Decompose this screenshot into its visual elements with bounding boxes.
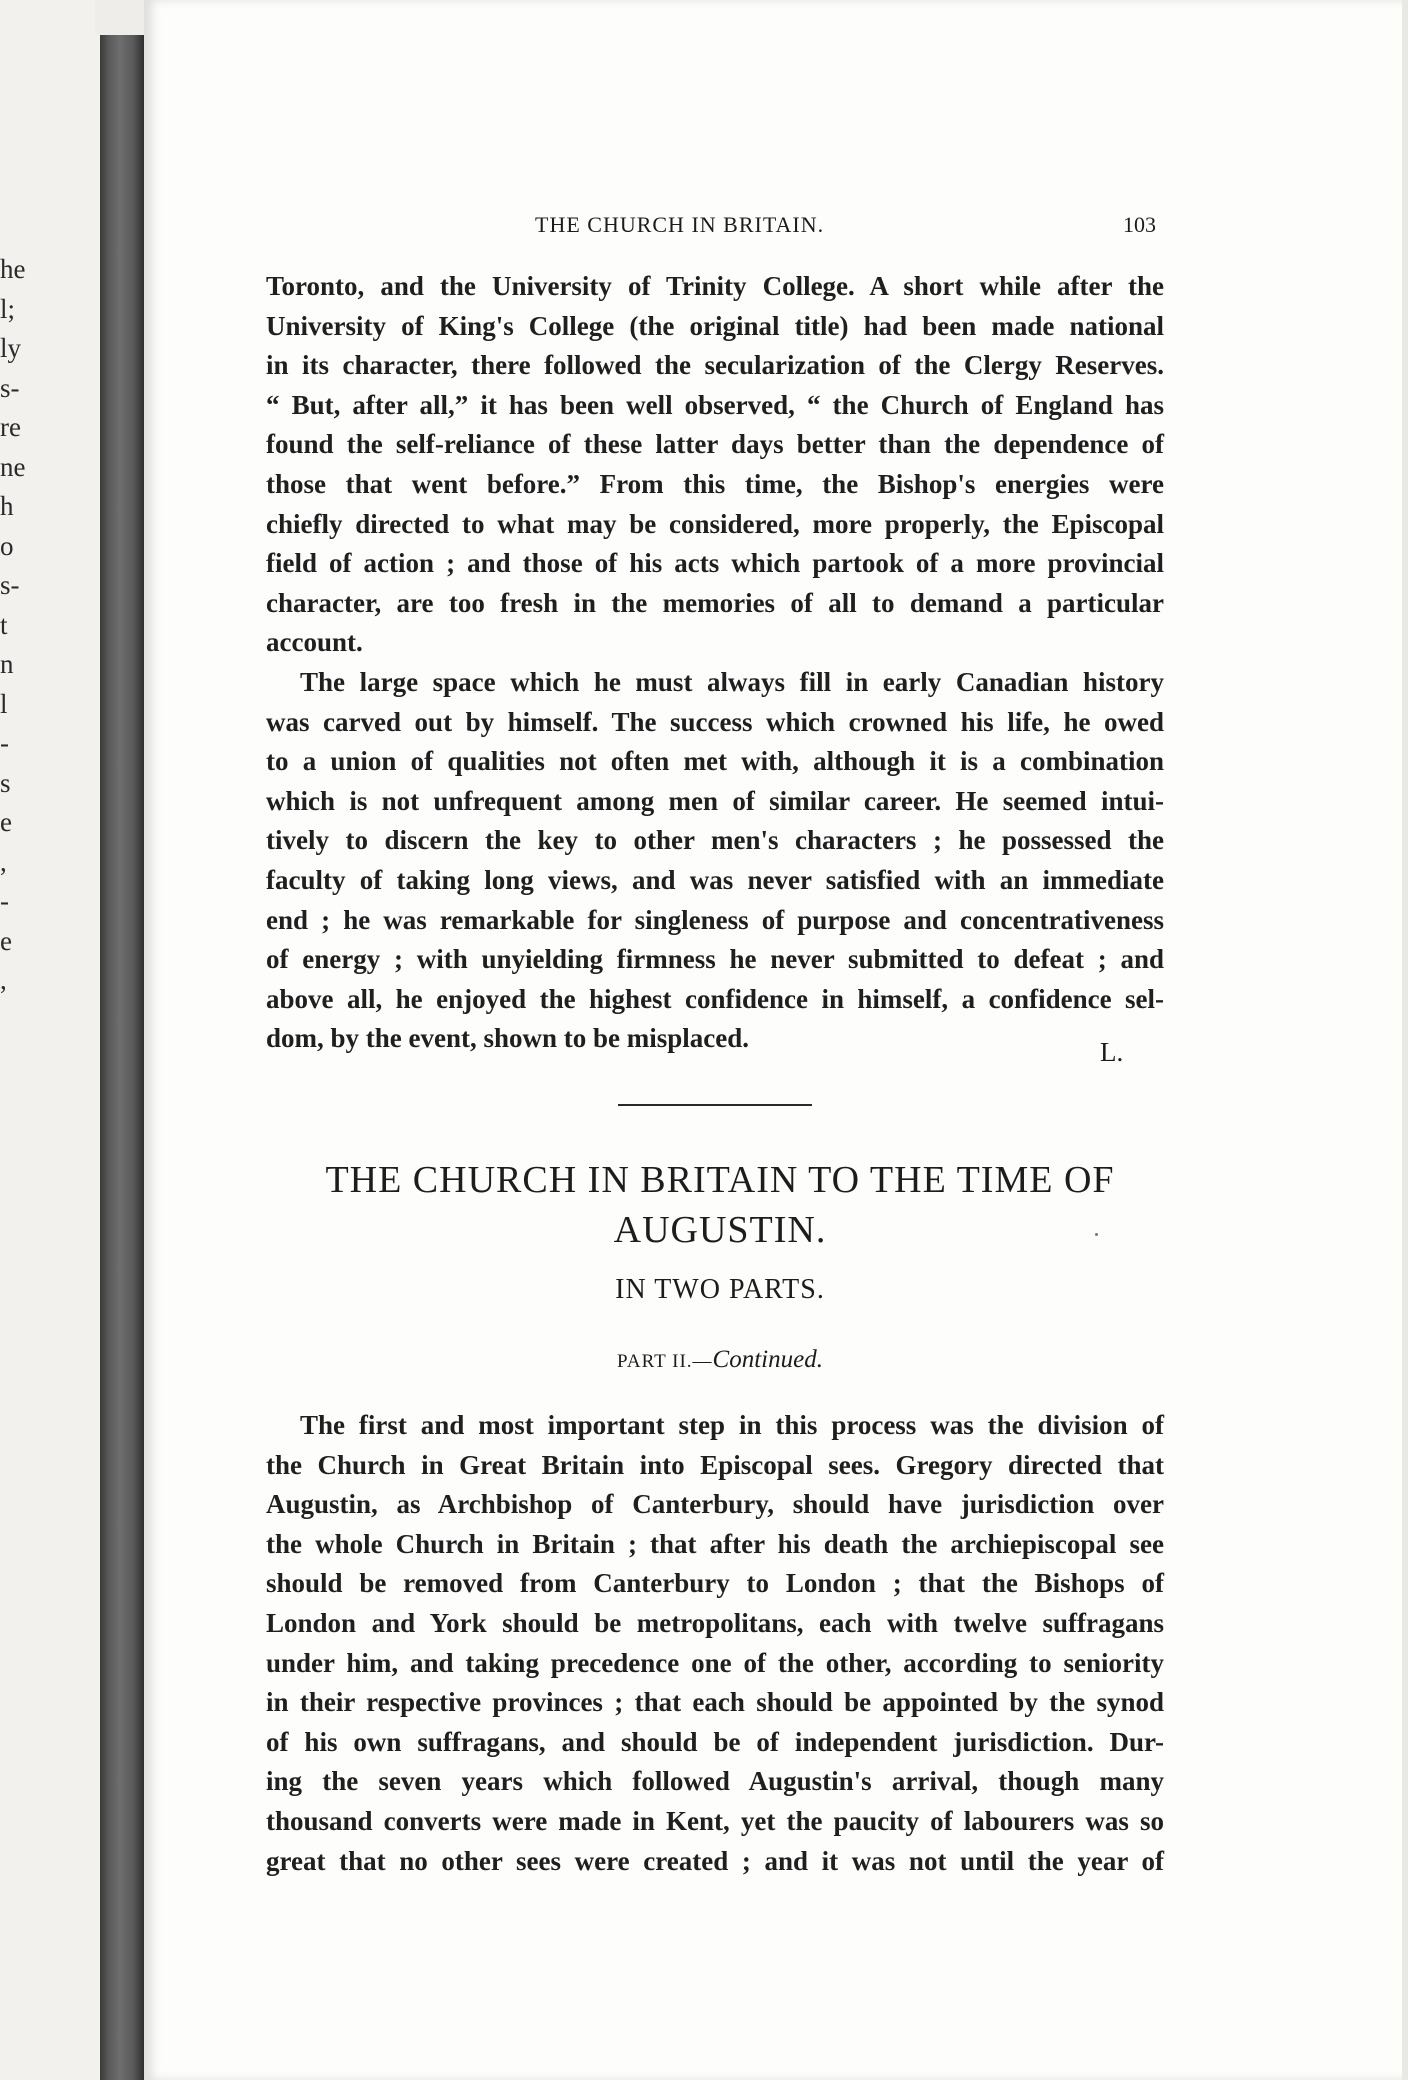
text-line: chiefly directed to what may be considered, more properly, the Episcopal — [266, 508, 1164, 539]
left-fragment: t — [0, 609, 8, 640]
part-label: PART II.— — [617, 1351, 713, 1372]
text-line: The first and most important step in this process was the division of — [300, 1410, 1164, 1440]
left-fragment: he — [0, 254, 26, 284]
text-line: of energy ; with unyielding firmness he never submitted to defeat ; and — [266, 944, 1164, 975]
left-fragment: - — [0, 886, 9, 916]
text-line: found the self-reliance of these latter days better than the dependence of — [266, 429, 1164, 460]
page-edge — [1402, 0, 1408, 2080]
page-number: 103 — [1123, 212, 1156, 237]
left-page-text-fragments — [0, 250, 60, 1040]
text-line: character, are too fresh in the memories of all to demand a particular — [266, 587, 1164, 618]
left-fragment: n — [0, 649, 14, 679]
text-line: great that no other sees were created ; and it was not until the year of — [266, 1845, 1164, 1876]
left-fragment: e — [0, 925, 12, 956]
print-speck — [1095, 1233, 1098, 1236]
part-heading — [220, 1346, 1220, 1374]
text-line: of his own suffragans, and should be of independent jurisdiction. Dur- — [266, 1726, 1164, 1757]
article-title-line-1: THE CHURCH IN BRITAIN TO THE TIME OF — [325, 1159, 1115, 1201]
left-fragment: l — [0, 688, 8, 719]
text-line: in their respective provinces ; that each should be appointed by the synod — [266, 1687, 1164, 1718]
left-fragment: re — [0, 412, 21, 442]
text-block-article-body — [266, 1406, 1164, 1881]
text-line: London and York should be metropolitans, each with twelve suffragans — [266, 1607, 1164, 1638]
text-line: Augustin, as Archbishop of Canterbury, should have jurisdiction over — [266, 1489, 1164, 1520]
text-line: under him, and taking precedence one of the other, according to seniority — [266, 1647, 1164, 1678]
text-line: in its character, there followed the secularization of the Clergy Reserves. — [266, 350, 1164, 381]
left-fragment: , — [0, 965, 7, 995]
text-line: the Church in Great Britain into Episcopal sees. Gregory directed that — [266, 1449, 1164, 1480]
left-fragment: o — [0, 530, 14, 561]
text-line: should be removed from Canterbury to London ; that the Bishops of — [266, 1568, 1164, 1599]
text-line: above all, he enjoyed the highest confidence in himself, a confidence sel- — [266, 983, 1164, 1014]
text-line: “ But, after all,” it has been well observed, “ the Church of England has — [266, 389, 1164, 420]
part-continued: Continued. — [712, 1346, 823, 1373]
text-line: thousand converts were made in Kent, yet the paucity of labourers was so — [266, 1805, 1164, 1836]
left-fragment: - — [0, 728, 9, 758]
left-fragment: e — [0, 807, 12, 837]
text-line: the whole Church in Britain ; that after his death the archiepiscopal see — [266, 1528, 1164, 1559]
text-line: end ; he was remarkable for singleness of purpose and concentrativeness — [266, 904, 1164, 935]
left-fragment: ne — [0, 451, 26, 482]
left-fragment: s- — [0, 372, 20, 403]
text-line: ing the seven years which followed Augustin's arrival, though many — [266, 1766, 1164, 1797]
text-line: which is not unfrequent among men of similar career. He seemed intui- — [266, 785, 1164, 816]
text-line: field of action ; and those of his acts which partook of a more provincial — [266, 548, 1164, 579]
left-fragment — [0, 1001, 60, 1041]
text-line: The large space which he must always fill in early Canadian history — [300, 666, 1164, 697]
left-fragment: s- — [0, 570, 20, 600]
left-fragment: , — [0, 846, 7, 877]
text-line: those that went before.” From this time, the Bishop's energies were — [266, 468, 1164, 499]
section-divider — [618, 1104, 812, 1106]
article-subtitle: IN TWO PARTS. — [615, 1274, 825, 1305]
book-gutter — [100, 0, 144, 2080]
text-line: to a union of qualities not often met with, although it is a combination — [266, 746, 1164, 777]
text-line: faculty of taking long views, and was never satisfied with an immediate — [266, 864, 1164, 895]
text-line: University of King's College (the original title) had been made national — [266, 310, 1164, 341]
text-block-previous-article — [266, 267, 1164, 1059]
author-signature: L. — [1100, 1037, 1124, 1067]
running-header: THE CHURCH IN BRITAIN. — [535, 212, 825, 237]
text-line: was carved out by himself. The success which crowned his life, he owed — [266, 706, 1164, 737]
text-line: Toronto, and the University of Trinity College. A short while after the — [266, 271, 1164, 301]
left-fragment: ly — [0, 333, 22, 363]
text-line: dom, by the event, shown to be misplaced. — [266, 1023, 750, 1054]
left-page-edge — [0, 0, 100, 2080]
left-fragment: h — [0, 491, 14, 521]
text-line: tively to discern the key to other men's characters ; he possessed the — [266, 825, 1164, 856]
left-fragment: s — [0, 767, 11, 798]
text-line: account. — [266, 627, 363, 658]
article-title-line-2: AUGUSTIN. — [613, 1209, 827, 1251]
left-fragment: l; — [0, 293, 16, 324]
